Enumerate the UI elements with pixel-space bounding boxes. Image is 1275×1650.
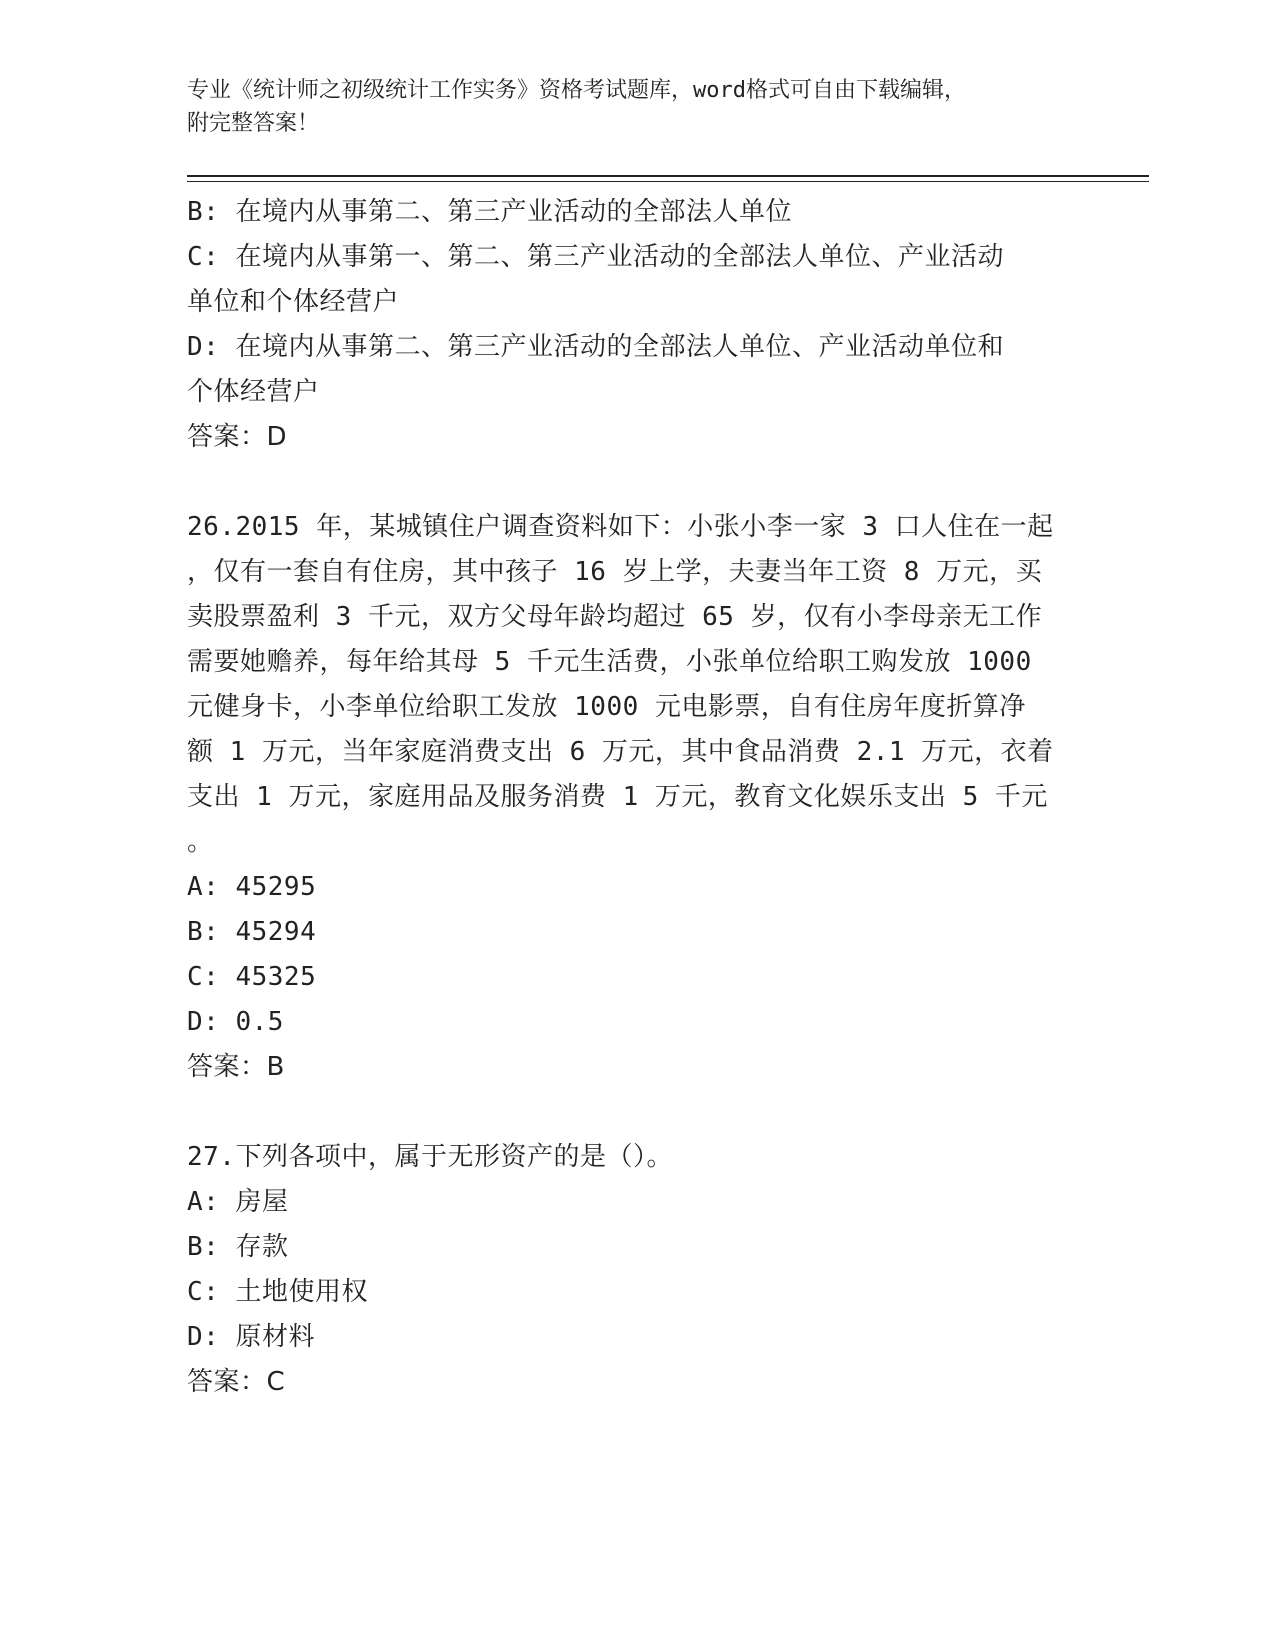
document-header [187, 74, 1067, 140]
q27-option-b: B: 存款 [187, 1232, 289, 1262]
q27-option-d: D: 原材料 [187, 1322, 315, 1352]
q26-option-b: B: 45294 [187, 917, 317, 947]
spacer [187, 460, 1087, 505]
prev-option-c-line-2: 单位和个体经营户 [187, 287, 400, 317]
prev-option-d-line-2: 个体经营户 [187, 377, 320, 407]
header-rule-thin [187, 181, 1149, 182]
q26-option-d: D: 0.5 [187, 1007, 284, 1037]
q27-answer: 答案：C [187, 1367, 286, 1397]
q26-stem-line-3: 卖股票盈利 3 千元，双方父母年龄均超过 65 岁，仅有小李母亲无工作 [187, 602, 1043, 632]
q26-stem-line-2: ，仅有一套自有住房，其中孩子 16 岁上学，夫妻当年工资 8 万元，买 [187, 557, 1043, 587]
q26-option-c: C: 45325 [187, 962, 317, 992]
q26-answer: 答案：B [187, 1052, 285, 1082]
q27-stem: 27.下列各项中，属于无形资产的是（）。 [187, 1142, 673, 1172]
q26-stem-line-4: 需要她赡养，每年给其母 5 千元生活费，小张单位给职工购发放 1000 [187, 647, 1032, 677]
q27-option-c: C: 土地使用权 [187, 1277, 368, 1307]
header-rule-thick [187, 175, 1149, 177]
q26-stem-line-6: 额 1 万元，当年家庭消费支出 6 万元，其中食品消费 2.1 万元，衣着 [187, 737, 1054, 767]
q26-option-a: A: 45295 [187, 872, 317, 902]
q26-stem-line-1: 26.2015 年，某城镇住户调查资料如下：小张小李一家 3 口人住在一起 [187, 512, 1054, 542]
q26-stem-line-7: 支出 1 万元，家庭用品及服务消费 1 万元，教育文化娱乐支出 5 千元 [187, 782, 1048, 812]
header-line-2: 附完整答案！ [187, 111, 320, 136]
header-line-1: 专业《统计师之初级统计工作实务》资格考试题库，word格式可自由下载编辑， [187, 78, 966, 103]
prev-option-b: B: 在境内从事第二、第三产业活动的全部法人单位 [187, 197, 792, 227]
document-body [187, 190, 1087, 1405]
q27-option-a: A: 房屋 [187, 1187, 289, 1217]
prev-option-d-line-1: D: 在境内从事第二、第三产业活动的全部法人单位、产业活动单位和 [187, 332, 1004, 362]
q26-stem-line-8: 。 [187, 827, 214, 857]
prev-answer: 答案：D [187, 422, 288, 452]
spacer [187, 1090, 1087, 1135]
prev-option-c-line-1: C: 在境内从事第一、第二、第三产业活动的全部法人单位、产业活动 [187, 242, 1004, 272]
q26-stem-line-5: 元健身卡，小李单位给职工发放 1000 元电影票，自有住房年度折算净 [187, 692, 1026, 722]
